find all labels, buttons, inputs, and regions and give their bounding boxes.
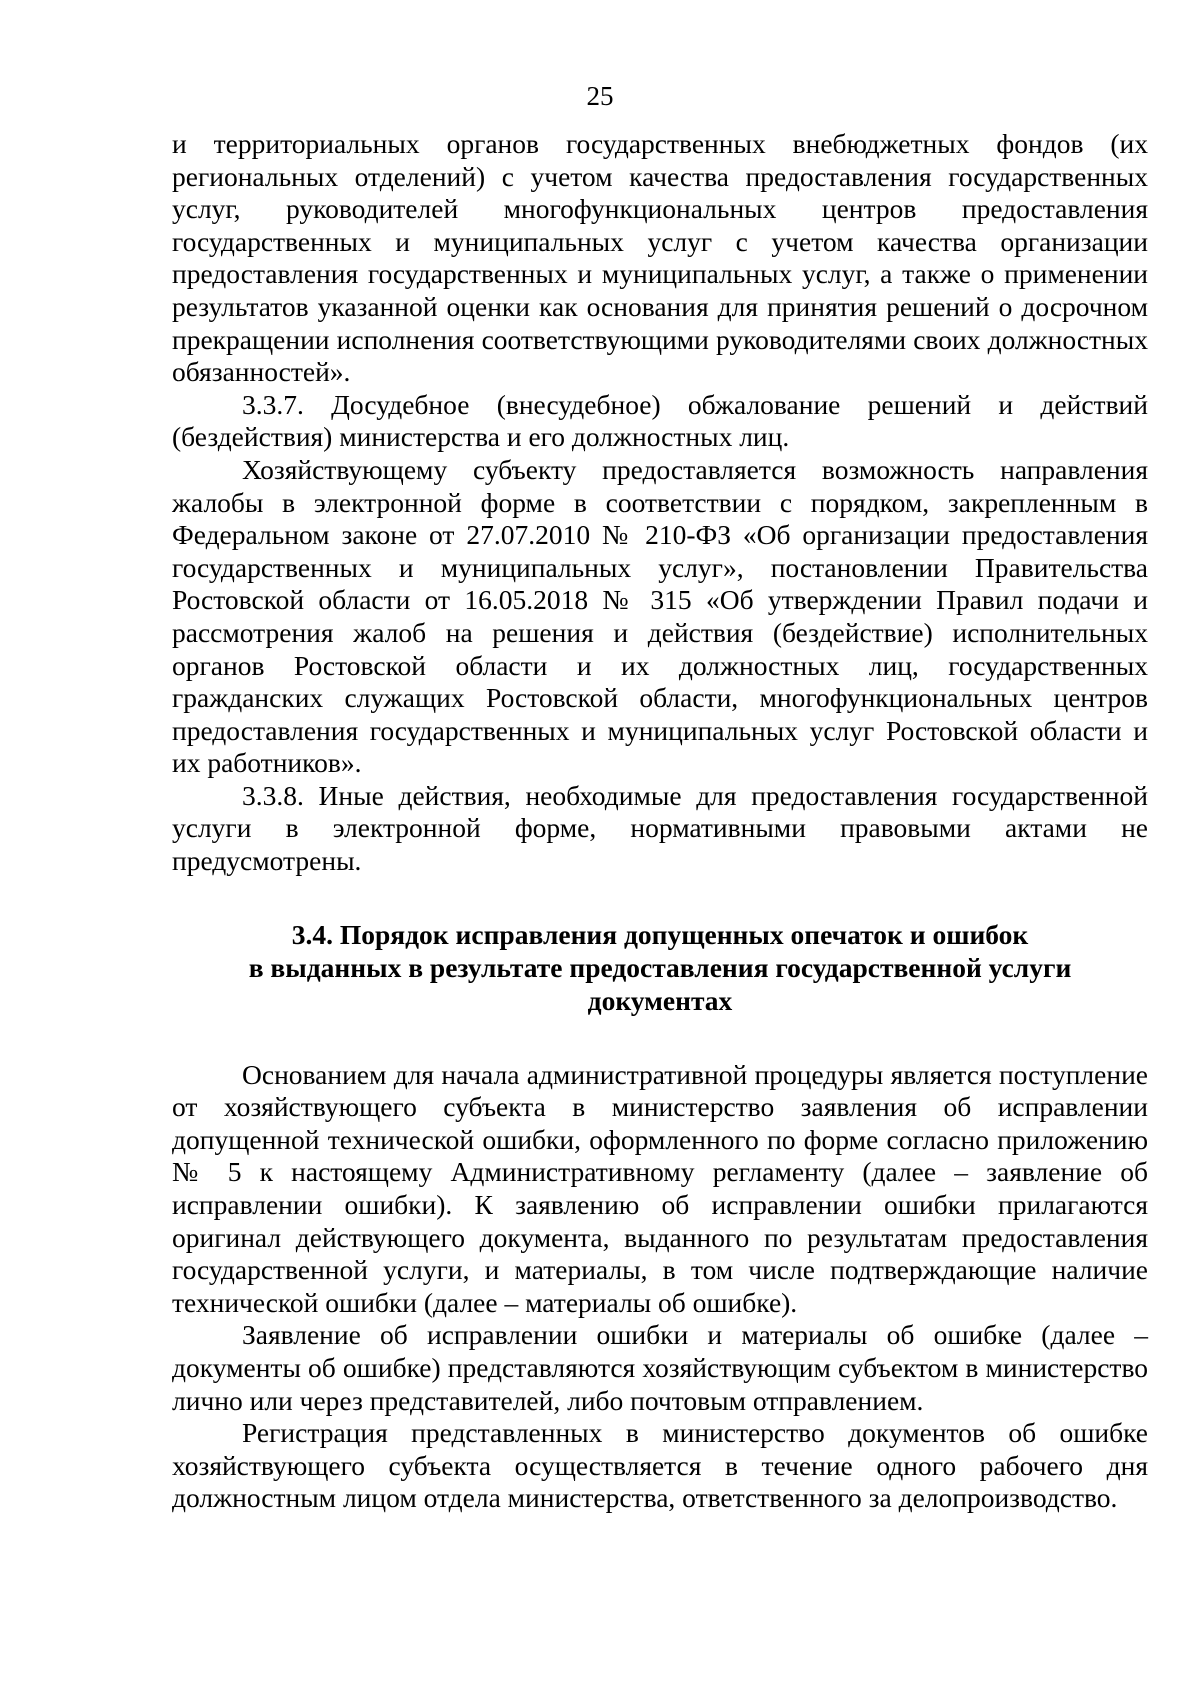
heading-line-2: в выданных в результате предоставления государственной услуги [248,951,1072,983]
paragraph-3-3-8: 3.3.8. Иные действия, необходимые для предоставления государственной услуги в электронной форме, нормативными правовыми актами не предусмотрены. [172,779,1148,877]
paragraph-registration: Регистрация представленных в министерство документов об ошибке хозяйствующего субъекта осуществляется в течение одного рабочего дня должностным лицом отдела министерства, ответственного за делопроизводство. [172,1417,1148,1514]
paragraph-continuation: и территориальных органов государственных внебюджетных фондов (их региональных отделений) с учетом качества предоставления государственных услуг, руководителей многофункциональных центров предоставления государственных и муниципальных услуг с учетом качества организации предоставления государственных и муниципальных услуг, а также о применении результатов указанной оценки как основания для принятия решений о досрочном прекращении исполнения соответствующими руководителями своих должностных обязанностей». [172,128,1148,388]
paragraph-basis: Основанием для начала административной процедуры является поступление от хозяйствующего субъекта в министерство заявления об исправлении допущенной технической ошибки, оформленного по форме согласно приложению № 5 к настоящему Административному регламенту (далее – заявление об исправлении ошибки). К заявлению об исправлении ошибки прилагаются оригинал действующего документа, выданного по результатам предоставления государственной услуги, и материалы, в том числе подтверждающие наличие технической ошибки (далее – материалы об ошибке). [172,1058,1148,1318]
paragraph-3-3-7: 3.3.7. Досудебное (внесудебное) обжалование решений и действий (бездействия) министерства и его должностных лиц. [172,388,1148,453]
paragraph-complaint: Хозяйствующему субъекту предоставляется возможность направления жалобы в электронной форме в соответствии с порядком, закрепленным в Федеральном законе от 27.07.2010 № 210-ФЗ «Об организации предоставления государственных и муниципальных услуг», постановлении Правительства Ростовской области от 16.05.2018 № 315 «Об утверждении Правил подачи и рассмотрения жалоб на решения и действия (бездействие) исполнительных органов Ростовской области и их должностных лиц, государственных гражданских служащих Ростовской области, многофункциональных центров предоставления государственных и муниципальных услуг Ростовской области и их работников». [172,453,1148,779]
document-body [172,128,1148,1515]
page-number: 25 [586,81,614,111]
paragraph-application: Заявление об исправлении ошибки и материалы об ошибке (далее – документы об ошибке) представляются хозяйствующим субъектом в министерство лично или через представителей, либо почтовым отправлением. [172,1319,1148,1416]
heading-line-1: 3.4. Порядок исправления допущенных опечаток и ошибок [291,918,1029,950]
heading-line-3: документах [587,984,733,1016]
section-heading-3-4 [172,918,1148,1017]
